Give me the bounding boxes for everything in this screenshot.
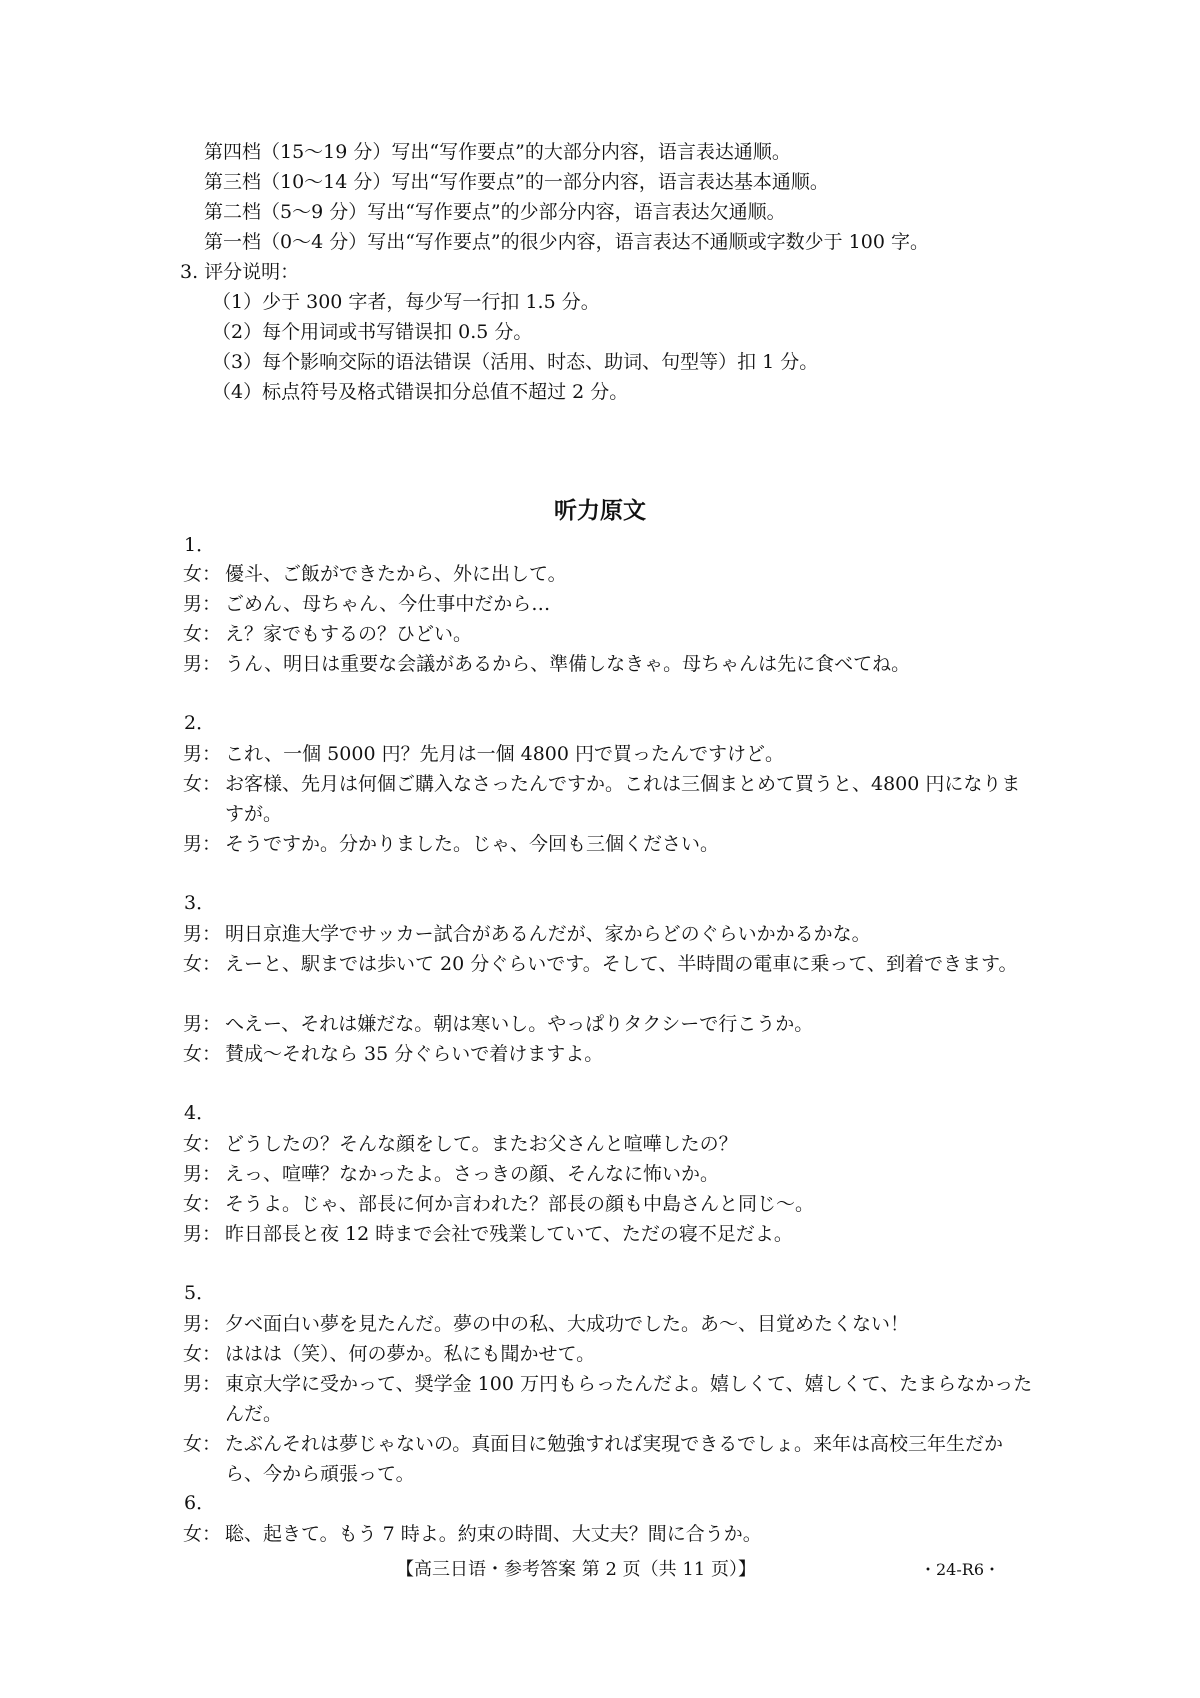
speaker-label: 女：	[183, 623, 222, 645]
speaker-label: 女：	[183, 1433, 222, 1455]
dialogue-line	[183, 1039, 1033, 1069]
dialogue-text: 優斗、ご飯ができたから、外に出して。	[225, 563, 567, 585]
scoring-note: （4）标点符号及格式错误扣分总值不超过 2 分。	[212, 381, 629, 403]
dialogue-text: へえー、それは嫌だな。朝は寒いし。やっぱりタクシーで行こうか。	[225, 1013, 814, 1035]
dialogue-line	[183, 589, 1033, 619]
dialogue-text: うん、明日は重要な会議があるから、準備しなきゃ。母ちゃんは先に食べてね。	[225, 653, 911, 675]
dialogue-text: え？家でもするの？ひどい。	[225, 623, 473, 645]
scoring-level-1: 第一档（0～4 分）写出“写作要点”的很少内容，语言表达不通顺或字数少于 100 字。	[204, 231, 929, 253]
speaker-label: 男：	[183, 593, 222, 615]
speaker-label: 男：	[183, 1163, 222, 1185]
dialogue-text: お客様、先月は何個ご購入なさったんですか。これは三個まとめて買うと、4800 円になりますが。	[225, 773, 1021, 825]
scoring-level-3: 第三档（10～14 分）写出“写作要点”的一部分内容，语言表达基本通顺。	[204, 171, 829, 193]
speaker-label: 男：	[183, 1373, 222, 1395]
speaker-label: 男：	[183, 1013, 222, 1035]
dialogue-line	[183, 619, 1033, 649]
dialogue-line	[183, 769, 1033, 829]
dialogue-line	[183, 1189, 1033, 1219]
scoring-note: （3）每个影响交际的语法错误（活用、时态、助词、句型等）扣 1 分。	[212, 351, 819, 373]
dialogue-line	[183, 1519, 1033, 1549]
speaker-label: 女：	[183, 773, 222, 795]
dialogue-number: 4．	[184, 1102, 216, 1124]
document-code: ・24-R6・	[920, 1560, 1000, 1579]
dialogue-text: 明日京進大学でサッカー試合があるんだが、家からどのぐらいかかるかな。	[225, 923, 871, 945]
scoring-note: （1）少于 300 字者，每少写一行扣 1.5 分。	[212, 291, 600, 313]
dialogue-line	[183, 829, 1033, 859]
speaker-label: 女：	[183, 1043, 222, 1065]
dialogue-text: そうよ。じゃ、部長に何か言われた？部長の顔も中島さんと同じ～。	[225, 1193, 815, 1215]
dialogue-text: ごめん、母ちゃん、今仕事中だから…	[225, 593, 551, 615]
dialogue-text: たぶんそれは夢じゃないの。真面目に勉強すれば実現できるでしょ。来年は高校三年生だから、今から頑張って。	[225, 1433, 1004, 1485]
scoring-level-2: 第二档（5～9 分）写出“写作要点”的少部分内容，语言表达欠通顺。	[204, 201, 786, 223]
dialogue-line	[183, 1309, 1033, 1339]
dialogue-text: これ、一個 5000 円？先月は一個 4800 円で買ったんですけど。	[225, 743, 785, 765]
speaker-label: 女：	[183, 1523, 222, 1545]
dialogue-number: 2．	[184, 712, 216, 734]
speaker-label: 女：	[183, 563, 222, 585]
dialogue-line	[183, 1129, 1033, 1159]
dialogue-line	[183, 919, 1033, 949]
speaker-label: 男：	[183, 653, 222, 675]
speaker-label: 女：	[183, 1343, 222, 1365]
dialogue-text: どうしたの？そんな顔をして。またお父さんと喧嘩したの？	[225, 1133, 738, 1155]
dialogue-text: えーと、駅までは歩いて 20 分ぐらいです。そして、半時間の電車に乗って、到着できます。	[225, 953, 1018, 975]
dialogue-text: 東京大学に受かって、奨学金 100 万円もらったんだよ。嬉しくて、嬉しくて、たまらなかったんだ。	[225, 1373, 1033, 1425]
scoring-notes-heading: 3. 评分说明：	[180, 261, 300, 283]
dialogue-text: 昨日部長と夜 12 時まで会社で残業していて、ただの寝不足だよ。	[225, 1223, 793, 1245]
dialogue-text: 聡、起きて。もう 7 時よ。約束の時間、大丈夫？間に合うか。	[225, 1523, 762, 1545]
dialogue-text: 賛成～それなら 35 分ぐらいで着けますよ。	[225, 1043, 604, 1065]
speaker-label: 女：	[183, 1193, 222, 1215]
dialogue-number: 1．	[184, 534, 216, 556]
dialogue-text: ははは（笑）、何の夢か。私にも聞かせて。	[225, 1343, 596, 1365]
speaker-label: 男：	[183, 833, 222, 855]
speaker-label: 女：	[183, 953, 222, 975]
speaker-label: 女：	[183, 1133, 222, 1155]
speaker-label: 男：	[183, 743, 222, 765]
listening-section-title: 听力原文	[554, 498, 646, 524]
dialogue-line	[183, 739, 1033, 769]
dialogue-line	[183, 1159, 1033, 1189]
dialogue-line	[183, 1429, 1033, 1489]
dialogue-line	[183, 559, 1033, 589]
dialogue-line	[183, 1369, 1033, 1429]
speaker-label: 男：	[183, 1313, 222, 1335]
page-footer: 【高三日语・参考答案 第 2 页（共 11 页）】	[396, 1559, 756, 1580]
dialogue-line	[183, 1009, 1033, 1039]
dialogue-line	[183, 1219, 1033, 1249]
dialogue-text: えっ、喧嘩？なかったよ。さっきの顔、そんなに怖いか。	[225, 1163, 720, 1185]
scoring-level-4: 第四档（15～19 分）写出“写作要点”的大部分内容，语言表达通顺。	[204, 141, 791, 163]
dialogue-number: 6．	[184, 1492, 216, 1514]
dialogue-line	[183, 649, 1033, 679]
dialogue-line	[183, 949, 1033, 979]
dialogue-text: 夕べ面白い夢を見たんだ。夢の中の私、大成功でした。あ～、目覚めたくない！	[225, 1313, 910, 1335]
speaker-label: 男：	[183, 1223, 222, 1245]
speaker-label: 男：	[183, 923, 222, 945]
scoring-note: （2）每个用词或书写错误扣 0.5 分。	[212, 321, 533, 343]
dialogue-line	[183, 1339, 1033, 1369]
dialogue-number: 5．	[184, 1282, 216, 1304]
dialogue-text: そうですか。分かりました。じゃ、今回も三個ください。	[225, 833, 720, 855]
dialogue-number: 3．	[184, 892, 216, 914]
